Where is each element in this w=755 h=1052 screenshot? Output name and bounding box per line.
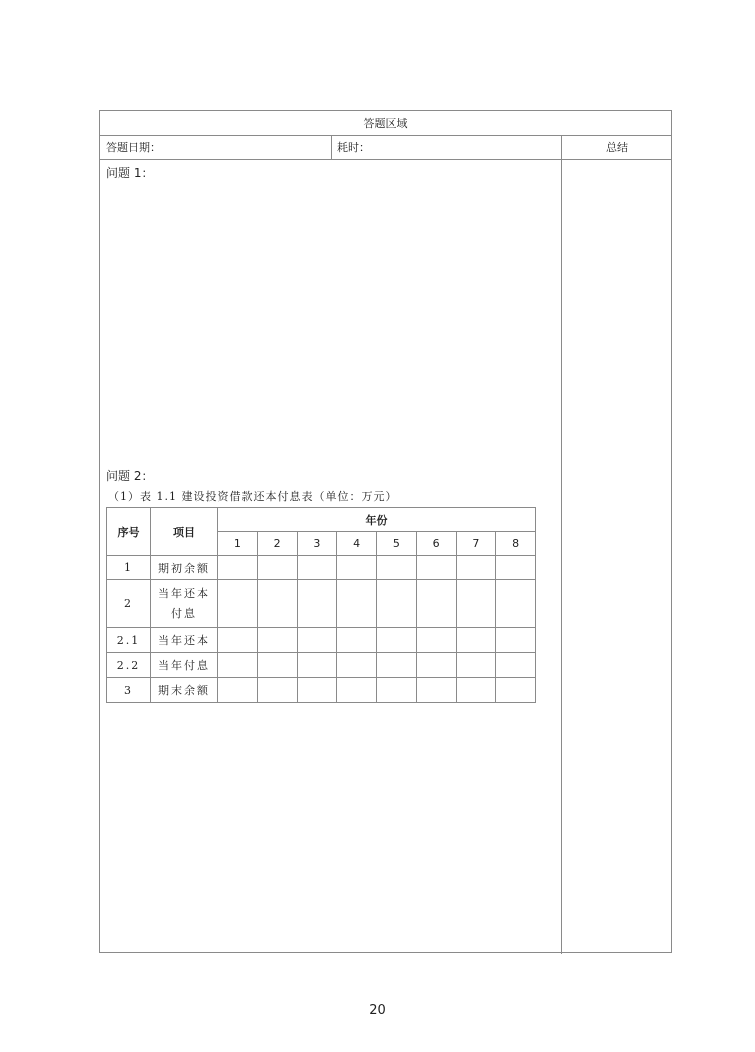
page-number: 20 xyxy=(369,1003,386,1018)
year-header: 1 xyxy=(218,532,258,556)
answer-sheet xyxy=(99,110,672,953)
row-item: 期末余额 xyxy=(151,678,218,703)
input-cell[interactable] xyxy=(218,678,258,703)
input-cell[interactable] xyxy=(377,653,417,678)
input-cell[interactable] xyxy=(496,653,536,678)
input-cell[interactable] xyxy=(297,628,337,653)
row-seq: 1 xyxy=(107,556,151,580)
question-1-label: 问题 1： xyxy=(106,166,154,180)
input-cell[interactable] xyxy=(297,556,337,580)
row-seq: 3 xyxy=(107,678,151,703)
input-cell[interactable] xyxy=(377,628,417,653)
meta-divider xyxy=(331,136,332,160)
input-cell[interactable] xyxy=(257,628,297,653)
table-row xyxy=(107,678,536,703)
answer-area-title: 答题区域 xyxy=(100,111,671,136)
row-seq: 2 xyxy=(107,580,151,628)
year-header: 5 xyxy=(377,532,417,556)
input-cell[interactable] xyxy=(337,580,377,628)
table-row xyxy=(107,628,536,653)
input-cell[interactable] xyxy=(337,678,377,703)
row-item: 期初余额 xyxy=(151,556,218,580)
input-cell[interactable] xyxy=(496,628,536,653)
table-row xyxy=(107,580,536,628)
summary-label: 总结 xyxy=(606,141,628,154)
input-cell[interactable] xyxy=(218,628,258,653)
input-cell[interactable] xyxy=(416,653,456,678)
year-header: 6 xyxy=(416,532,456,556)
input-cell[interactable] xyxy=(257,556,297,580)
answer-date-label: 答题日期： xyxy=(106,141,161,154)
input-cell[interactable] xyxy=(456,678,496,703)
input-cell[interactable] xyxy=(337,628,377,653)
table-row xyxy=(107,556,536,580)
input-cell[interactable] xyxy=(416,678,456,703)
year-header: 3 xyxy=(297,532,337,556)
row-item: 当年还本 xyxy=(151,628,218,653)
input-cell[interactable] xyxy=(218,653,258,678)
header-seq: 序号 xyxy=(107,508,151,556)
input-cell[interactable] xyxy=(337,653,377,678)
row-seq: 2.1 xyxy=(107,628,151,653)
input-cell[interactable] xyxy=(416,580,456,628)
table-header-row xyxy=(107,508,536,532)
row-seq: 2.2 xyxy=(107,653,151,678)
input-cell[interactable] xyxy=(377,556,417,580)
input-cell[interactable] xyxy=(456,653,496,678)
year-header: 7 xyxy=(456,532,496,556)
row-item: 当年付息 xyxy=(151,653,218,678)
input-cell[interactable] xyxy=(257,580,297,628)
input-cell[interactable] xyxy=(456,556,496,580)
input-cell[interactable] xyxy=(456,580,496,628)
row-item-line: 当年还本 xyxy=(158,586,210,600)
input-cell[interactable] xyxy=(218,556,258,580)
question-2-label: 问题 2： xyxy=(106,469,154,483)
input-cell[interactable] xyxy=(297,580,337,628)
header-years: 年份 xyxy=(218,508,536,532)
year-header: 2 xyxy=(257,532,297,556)
input-cell[interactable] xyxy=(337,556,377,580)
input-cell[interactable] xyxy=(297,678,337,703)
loan-repayment-table xyxy=(106,507,536,703)
header-item: 项目 xyxy=(151,508,218,556)
input-cell[interactable] xyxy=(377,678,417,703)
year-header: 4 xyxy=(337,532,377,556)
input-cell[interactable] xyxy=(257,678,297,703)
input-cell[interactable] xyxy=(416,556,456,580)
row-item xyxy=(151,580,218,628)
input-cell[interactable] xyxy=(496,678,536,703)
input-cell[interactable] xyxy=(257,653,297,678)
summary-divider xyxy=(561,136,562,954)
input-cell[interactable] xyxy=(496,580,536,628)
row-item-line: 付息 xyxy=(171,606,197,620)
year-header: 8 xyxy=(496,532,536,556)
input-cell[interactable] xyxy=(377,580,417,628)
input-cell[interactable] xyxy=(218,580,258,628)
time-spent-label: 耗时： xyxy=(337,141,370,154)
table-row xyxy=(107,653,536,678)
input-cell[interactable] xyxy=(456,628,496,653)
input-cell[interactable] xyxy=(416,628,456,653)
table-caption: （1）表 1.1 建设投资借款还本付息表（单位：万元） xyxy=(108,490,398,503)
input-cell[interactable] xyxy=(297,653,337,678)
input-cell[interactable] xyxy=(496,556,536,580)
